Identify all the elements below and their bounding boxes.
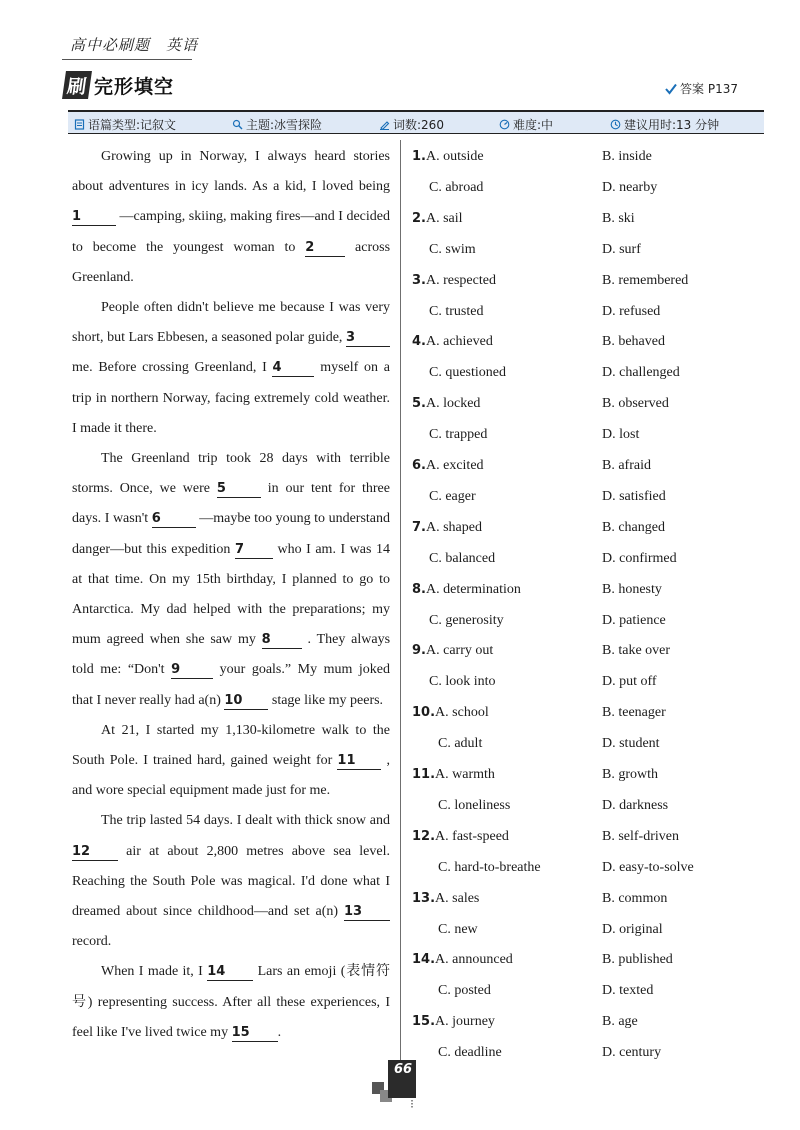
option-a-text: A. sales — [435, 890, 480, 906]
question-row — [412, 760, 752, 790]
blank-13[interactable]: 13 — [344, 904, 390, 921]
gauge-icon — [499, 119, 510, 130]
question-row — [412, 606, 752, 636]
option-c[interactable]: C. balanced — [429, 550, 496, 566]
blank-1[interactable]: 1 — [72, 209, 116, 226]
question-row — [412, 698, 752, 728]
question-row — [412, 358, 752, 388]
question-number: 12 — [412, 828, 431, 844]
question-row — [412, 482, 752, 512]
question-row — [412, 636, 752, 666]
passage-paragraph: The trip lasted 54 days. I dealt with thick snow and 12 air at about 2,800 metres above sea level. Reaching the South Pole was magical. I'd done what I dreamed about since childhood—and set a(n) 13 record. — [72, 813, 390, 950]
question-number-dot: . — [430, 767, 436, 782]
question-row — [412, 1007, 752, 1037]
option-c[interactable]: C. hard-to-breathe — [438, 859, 541, 875]
option-c[interactable]: C. abroad — [429, 179, 484, 195]
blank-11[interactable]: 11 — [337, 753, 381, 770]
passage — [72, 142, 390, 1048]
option-a[interactable] — [412, 327, 493, 357]
info-difficulty: 难度:中 — [499, 116, 553, 133]
option-b[interactable]: B. changed — [602, 519, 665, 535]
option-d[interactable]: D. easy-to-solve — [602, 859, 694, 875]
option-a-text: A. outside — [426, 149, 484, 164]
option-a[interactable] — [412, 760, 495, 790]
question-row — [412, 575, 752, 605]
option-a-text: A. sail — [426, 210, 463, 226]
option-b[interactable]: B. honesty — [602, 581, 662, 597]
question-number: 15 — [412, 1014, 431, 1030]
passage-paragraph: The Greenland trip took 28 days with terrible storms. Once, we were 5 in our tent for three days. I wasn't 6 —maybe too young to understand danger—but this expedition 7 who I am. I was 14 at that time. On my 15th birthday, I planned to go to Antarctica. My dad helped with the preparations; my mum agreed when she saw my 8 . They always told me: “Don't 9 your goals.” My mum joked that I never really had a(n) 10 stage like my peers. — [72, 451, 391, 708]
question-row — [412, 945, 752, 975]
question-number: 11 — [412, 767, 431, 782]
section-heading — [64, 70, 174, 100]
option-a[interactable] — [412, 451, 484, 481]
search-icon — [232, 119, 243, 130]
info-genre: 语篇类型:记叙文 — [74, 116, 176, 133]
option-d[interactable]: D. lost — [602, 427, 640, 443]
option-c[interactable]: C. new — [438, 921, 478, 937]
question-number-dot: . — [421, 334, 426, 350]
question-number: 4 — [412, 334, 422, 350]
option-d[interactable]: D. put off — [602, 674, 657, 690]
question-row — [412, 884, 752, 914]
question-number: 6 — [412, 458, 422, 473]
question-row — [412, 544, 752, 574]
option-d[interactable]: D. student — [602, 736, 660, 752]
blank-7[interactable]: 7 — [235, 542, 273, 559]
question-row — [412, 204, 752, 234]
option-a-text: A. announced — [435, 952, 513, 968]
question-number: 1 — [412, 149, 422, 164]
option-a-text: A. shaped — [426, 519, 482, 535]
check-icon — [665, 83, 677, 95]
pen-icon — [379, 119, 390, 130]
passage-paragraph: Growing up in Norway, I always heard stories about adventures in icy lands. As a kid, I loved being 1 —camping, skiing, making fires—and I decided to become the youngest woman to 2 across Greenland. — [72, 149, 391, 285]
option-b[interactable]: B. remembered — [602, 272, 689, 288]
option-a[interactable] — [412, 884, 479, 914]
blank-14[interactable]: 14 — [207, 964, 253, 981]
question-row — [412, 451, 752, 481]
option-a[interactable] — [412, 945, 513, 975]
option-a[interactable] — [412, 822, 509, 852]
info-word-count: 词数:260 — [379, 116, 444, 133]
option-b[interactable]: B. afraid — [602, 458, 651, 473]
option-d[interactable]: D. satisfied — [602, 488, 666, 504]
option-b[interactable]: B. take over — [602, 643, 671, 659]
option-c[interactable]: C. posted — [438, 983, 491, 999]
info-topic: 主题:冰雪探险 — [232, 116, 322, 133]
option-b[interactable]: B. common — [602, 890, 668, 906]
blank-10[interactable]: 10 — [224, 693, 268, 710]
option-d[interactable]: D. century — [602, 1045, 662, 1061]
question-number: 2 — [412, 210, 422, 226]
option-a[interactable] — [412, 266, 496, 296]
question-number-dot: . — [430, 890, 436, 906]
question-number-dot: . — [421, 458, 426, 473]
option-a[interactable] — [412, 142, 484, 172]
question-row — [412, 853, 752, 883]
question-row — [412, 729, 752, 759]
option-c[interactable]: C. trusted — [429, 303, 484, 319]
question-row — [412, 389, 752, 419]
option-a[interactable] — [412, 636, 493, 666]
clock-icon — [610, 119, 621, 130]
option-a-text: A. journey — [435, 1014, 495, 1030]
option-c[interactable]: C. deadline — [438, 1045, 502, 1061]
passage-paragraph: At 21, I started my 1,130-kilometre walk to the South Pole. I trained hard, gained weight for 11 , and wore special equipment made just for me. — [72, 722, 391, 799]
blank-9[interactable]: 9 — [171, 662, 213, 679]
question-number: 14 — [412, 952, 431, 968]
question-number-dot: . — [421, 519, 426, 535]
blank-12[interactable]: 12 — [72, 844, 118, 861]
passage-paragraph: People often didn't believe me because I was very short, but Lars Ebbesen, a seasoned polar guide, 3 me. Before crossing Greenland, I 4 myself on a trip in northern Norway, facing extremely cold weather. I made it there. — [72, 300, 390, 436]
option-c[interactable]: C. loneliness — [438, 797, 511, 813]
section-mark: 刷 — [62, 71, 92, 99]
option-b[interactable]: B. published — [602, 952, 673, 968]
question-number-dot: . — [421, 272, 426, 288]
info-time: 建议用时:13 分钟 — [610, 116, 719, 133]
option-b[interactable]: B. inside — [602, 149, 652, 164]
option-c[interactable]: C. questioned — [429, 365, 506, 381]
column-divider — [400, 140, 401, 1062]
question-number: 8 — [412, 581, 422, 597]
blank-15[interactable]: 15 — [232, 1025, 278, 1042]
option-a[interactable] — [412, 389, 480, 419]
question-number-dot: . — [430, 952, 436, 968]
option-d[interactable]: D. darkness — [602, 797, 669, 813]
answer-ref-text: 答案 P137 — [680, 82, 738, 96]
option-a[interactable] — [412, 575, 521, 605]
passage-paragraph: When I made it, I 14 Lars an emoji (表情符号) representing success. After all these experiences, I feel like I've lived twice my 15 . — [72, 964, 390, 1040]
option-a-text: A. excited — [426, 458, 484, 473]
option-b[interactable]: B. self-driven — [602, 828, 679, 844]
question-number: 13 — [412, 890, 431, 906]
question-number: 7 — [412, 519, 422, 535]
blank-8[interactable]: 8 — [262, 632, 302, 649]
option-d[interactable]: D. refused — [602, 303, 661, 319]
question-row — [412, 266, 752, 296]
question-row — [412, 420, 752, 450]
option-d[interactable]: D. texted — [602, 983, 654, 999]
option-c[interactable]: C. trapped — [429, 427, 488, 443]
option-d[interactable]: D. surf — [602, 241, 641, 257]
option-a-text: A. determination — [426, 581, 521, 597]
blank-3[interactable]: 3 — [346, 330, 390, 347]
question-row — [412, 513, 752, 543]
question-row — [412, 142, 752, 172]
question-number: 10 — [412, 705, 431, 721]
option-c[interactable]: C. look into — [429, 674, 496, 690]
question-number-dot: . — [430, 705, 436, 721]
option-b[interactable]: B. ski — [602, 210, 635, 226]
option-a-text: A. warmth — [435, 767, 495, 782]
option-a-text: A. school — [435, 705, 489, 721]
blank-6[interactable]: 6 — [152, 511, 196, 528]
book-title: 高中必刷题 英语 — [70, 38, 199, 54]
question-row — [412, 173, 752, 203]
question-row — [412, 915, 752, 945]
option-a-text: A. respected — [426, 272, 496, 288]
question-number: 5 — [412, 396, 422, 412]
question-number-dot: . — [421, 396, 426, 412]
question-row — [412, 976, 752, 1006]
option-c[interactable]: C. eager — [429, 488, 476, 504]
question-number-dot: . — [421, 581, 426, 597]
option-c[interactable]: C. adult — [438, 736, 483, 752]
page-number: 66 — [394, 1062, 413, 1077]
question-number-dot: . — [421, 210, 426, 226]
question-number: 3 — [412, 272, 422, 288]
option-d[interactable]: D. nearby — [602, 179, 658, 195]
option-b[interactable]: B. observed — [602, 396, 669, 412]
option-b[interactable]: B. behaved — [602, 334, 665, 350]
question-number-dot: . — [421, 643, 426, 659]
question-number-dot: . — [421, 149, 426, 164]
section-title: 完形填空 — [94, 75, 175, 98]
question-row — [412, 297, 752, 327]
option-d[interactable]: D. confirmed — [602, 550, 677, 566]
option-b[interactable]: B. teenager — [602, 705, 666, 721]
option-c[interactable]: C. generosity — [429, 612, 504, 628]
document-icon — [74, 119, 85, 130]
blank-5[interactable]: 5 — [217, 481, 261, 498]
question-number-dot: . — [430, 828, 436, 844]
question-row — [412, 1038, 752, 1068]
option-b[interactable]: B. growth — [602, 767, 658, 782]
option-a-text: A. fast-speed — [435, 828, 509, 844]
header-rule — [62, 59, 192, 60]
answer-reference — [665, 80, 738, 97]
option-c[interactable]: C. swim — [429, 241, 476, 257]
blank-2[interactable]: 2 — [305, 240, 345, 257]
option-a[interactable] — [412, 513, 482, 543]
option-a-text: A. locked — [426, 396, 481, 412]
option-a[interactable] — [412, 1007, 495, 1037]
option-a-text: A. carry out — [426, 643, 494, 659]
question-row — [412, 235, 752, 265]
question-number-dot: . — [430, 1014, 436, 1030]
option-d[interactable]: D. original — [602, 921, 663, 937]
info-bar — [68, 110, 764, 134]
blank-4[interactable]: 4 — [272, 360, 314, 377]
option-a[interactable] — [412, 698, 489, 728]
question-row — [412, 667, 752, 697]
question-row — [412, 791, 752, 821]
question-number: 9 — [412, 643, 422, 659]
question-row — [412, 822, 752, 852]
option-b[interactable]: B. age — [602, 1014, 638, 1030]
option-a-text: A. achieved — [426, 334, 493, 350]
question-row — [412, 327, 752, 357]
option-a[interactable] — [412, 204, 463, 234]
option-d[interactable]: D. challenged — [602, 365, 680, 381]
option-d[interactable]: D. patience — [602, 612, 666, 628]
